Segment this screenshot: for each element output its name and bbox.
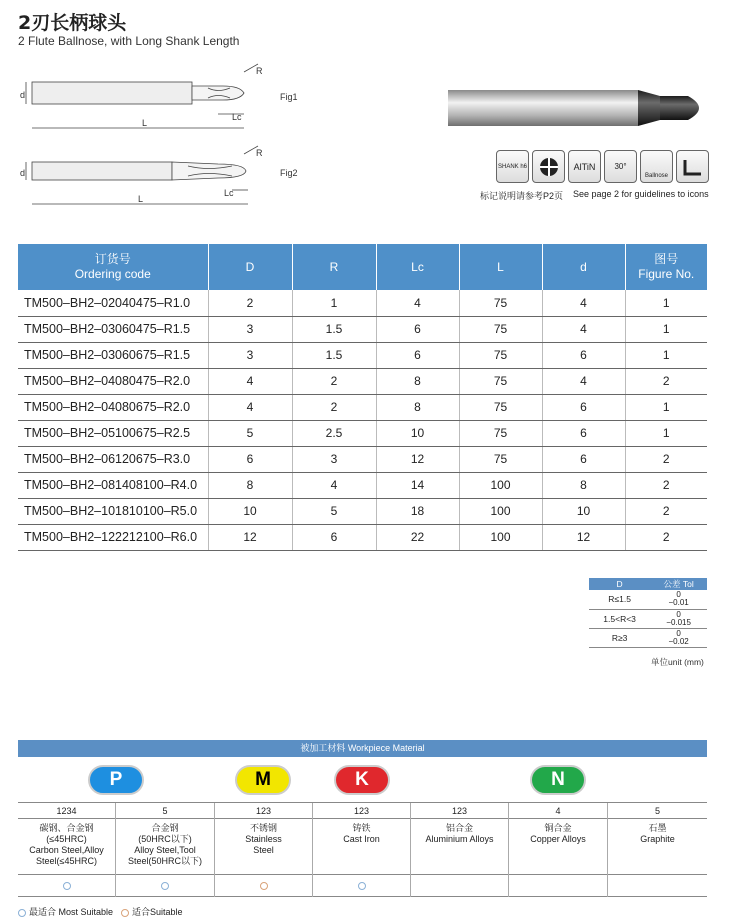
table-cell: 75 bbox=[459, 316, 542, 342]
most-suitable-dot bbox=[161, 882, 169, 890]
table-cell: 5 bbox=[292, 498, 376, 524]
table-cell: 6 bbox=[542, 446, 625, 472]
suitability-cell bbox=[116, 875, 214, 897]
feature-icons bbox=[496, 150, 709, 183]
material-count: 123 bbox=[313, 803, 410, 819]
legend-most: 最适合 Most Suitable bbox=[18, 905, 113, 918]
fig1-dim-L: L bbox=[142, 118, 148, 128]
tol-header-tol: 公差 Tol bbox=[650, 578, 707, 590]
badge-N: N bbox=[530, 765, 586, 795]
material-name: 不锈钢 Stainless Steel bbox=[215, 819, 312, 875]
ordering-code-cell: TM500–BH2–06120675–R3.0 bbox=[18, 446, 208, 472]
material-name: 铝合金 Aluminium Alloys bbox=[411, 819, 508, 875]
icon-guide-cn: 标记说明请参考P2页 bbox=[480, 191, 564, 201]
table-cell: 2 bbox=[625, 524, 707, 550]
drawing-svg bbox=[18, 58, 318, 218]
header-Lc: Lc bbox=[376, 244, 459, 290]
fig2-dim-L: L bbox=[138, 194, 144, 204]
table-cell: 2 bbox=[625, 446, 707, 472]
legend-suitable: 适合Suitable bbox=[121, 905, 183, 918]
tol-header-d: D bbox=[589, 578, 650, 590]
altin-coating-icon: AlTiN bbox=[568, 150, 601, 183]
table-cell: 3 bbox=[208, 316, 292, 342]
material-column bbox=[215, 803, 313, 897]
table-cell: 6 bbox=[208, 446, 292, 472]
table-cell: 1 bbox=[292, 290, 376, 316]
table-cell: 6 bbox=[542, 342, 625, 368]
material-count: 123 bbox=[215, 803, 312, 819]
table-cell: 6 bbox=[376, 316, 459, 342]
ordering-code-cell: TM500–BH2–04080475–R2.0 bbox=[18, 368, 208, 394]
fig1-dim-d: d bbox=[20, 90, 26, 100]
fig2-label: Fig2 bbox=[280, 168, 298, 178]
fig2-dim-d: d bbox=[20, 168, 26, 178]
header-d: d bbox=[542, 244, 625, 290]
table-row bbox=[18, 290, 707, 316]
material-column bbox=[116, 803, 215, 897]
table-row bbox=[18, 420, 707, 446]
tool-photo bbox=[448, 80, 710, 136]
material-column bbox=[608, 803, 707, 897]
table-cell: 6 bbox=[542, 420, 625, 446]
ordering-code-cell: TM500–BH2–081408100–R4.0 bbox=[18, 472, 208, 498]
ordering-code-cell: TM500–BH2–02040475–R1.0 bbox=[18, 290, 208, 316]
badge-M: M bbox=[235, 765, 291, 795]
ordering-code-cell: TM500–BH2–05100675–R2.5 bbox=[18, 420, 208, 446]
material-name: 石墨 Graphite bbox=[608, 819, 707, 875]
table-cell: 8 bbox=[376, 394, 459, 420]
shank-h6-icon: SHANK h6 bbox=[496, 150, 529, 183]
helix-angle-icon: 30° bbox=[604, 150, 637, 183]
table-cell: 2 bbox=[292, 368, 376, 394]
suitability-cell bbox=[608, 875, 707, 897]
table-cell: 14 bbox=[376, 472, 459, 498]
table-cell: 75 bbox=[459, 446, 542, 472]
table-cell: 75 bbox=[459, 420, 542, 446]
ordering-code-cell: TM500–BH2–04080675–R2.0 bbox=[18, 394, 208, 420]
table-row bbox=[18, 498, 707, 524]
table-cell: 4 bbox=[542, 316, 625, 342]
table-cell: 1 bbox=[625, 342, 707, 368]
fig1-dim-Lc: Lc bbox=[232, 112, 242, 122]
table-cell: 75 bbox=[459, 394, 542, 420]
suitability-cell bbox=[18, 875, 115, 897]
table-cell: 2 bbox=[625, 368, 707, 394]
suitability-cell bbox=[313, 875, 410, 897]
material-column bbox=[509, 803, 608, 897]
table-row bbox=[18, 394, 707, 420]
suitability-cell bbox=[215, 875, 312, 897]
ordering-code-cell: TM500–BH2–101810100–R5.0 bbox=[18, 498, 208, 524]
unit-label: 单位unit (mm) bbox=[651, 657, 704, 667]
fig2-dim-R: R bbox=[256, 148, 263, 158]
material-column bbox=[18, 803, 116, 897]
suitable-dot bbox=[260, 882, 268, 890]
table-cell: 5 bbox=[208, 420, 292, 446]
table-cell: 2 bbox=[292, 394, 376, 420]
material-grid bbox=[18, 757, 707, 897]
material-badges bbox=[18, 757, 707, 803]
material-count: 1234 bbox=[18, 803, 115, 819]
table-cell: 75 bbox=[459, 368, 542, 394]
tolerance-table bbox=[589, 578, 707, 648]
material-header: 被加工材料 Workpiece Material bbox=[18, 740, 707, 757]
tol-row: R≤1.5 0 −0.01 bbox=[589, 590, 707, 609]
table-cell: 4 bbox=[208, 394, 292, 420]
material-name: 碳钢、合金钢 (≤45HRC) Carbon Steel,Alloy Steel(≤45HRC) bbox=[18, 819, 115, 875]
table-cell: 18 bbox=[376, 498, 459, 524]
table-cell: 2 bbox=[208, 290, 292, 316]
fig2-dim-Lc: Lc bbox=[224, 188, 234, 198]
ordering-code-cell: TM500–BH2–122212100–R6.0 bbox=[18, 524, 208, 550]
table-row bbox=[18, 368, 707, 394]
most-suitable-dot bbox=[63, 882, 71, 890]
most-suitable-dot bbox=[358, 882, 366, 890]
material-count: 5 bbox=[116, 803, 214, 819]
table-cell: 12 bbox=[208, 524, 292, 550]
material-count: 5 bbox=[608, 803, 707, 819]
table-row bbox=[18, 342, 707, 368]
tol-row: R≥3 0 −0.02 bbox=[589, 628, 707, 647]
table-row bbox=[18, 524, 707, 550]
table-cell: 22 bbox=[376, 524, 459, 550]
table-row bbox=[18, 446, 707, 472]
header-ordering-code: 订货号 Ordering code bbox=[18, 244, 208, 290]
table-cell: 100 bbox=[459, 498, 542, 524]
table-cell: 6 bbox=[292, 524, 376, 550]
profile-icon bbox=[676, 150, 709, 183]
table-cell: 2 bbox=[625, 498, 707, 524]
header-figure-no: 图号 Figure No. bbox=[625, 244, 707, 290]
table-row bbox=[18, 316, 707, 342]
ballnose-icon: Ballnose bbox=[640, 150, 673, 183]
table-cell: 4 bbox=[292, 472, 376, 498]
table-row bbox=[18, 472, 707, 498]
table-cell: 2.5 bbox=[292, 420, 376, 446]
suitability-cell bbox=[509, 875, 607, 897]
ordering-table bbox=[18, 244, 707, 551]
material-name: 铸铁 Cast Iron bbox=[313, 819, 410, 875]
material-column bbox=[411, 803, 509, 897]
table-cell: 100 bbox=[459, 524, 542, 550]
fig1-label: Fig1 bbox=[280, 92, 298, 102]
table-cell: 100 bbox=[459, 472, 542, 498]
table-cell: 6 bbox=[542, 394, 625, 420]
table-cell: 1 bbox=[625, 394, 707, 420]
table-cell: 10 bbox=[376, 420, 459, 446]
table-cell: 1 bbox=[625, 420, 707, 446]
material-columns bbox=[18, 803, 707, 897]
table-cell: 8 bbox=[208, 472, 292, 498]
table-cell: 75 bbox=[459, 342, 542, 368]
table-cell: 12 bbox=[376, 446, 459, 472]
suitability-legend bbox=[18, 905, 183, 918]
table-cell: 4 bbox=[208, 368, 292, 394]
tol-row: 1.5<R<3 0 −0.015 bbox=[589, 609, 707, 628]
table-cell: 6 bbox=[376, 342, 459, 368]
table-cell: 3 bbox=[208, 342, 292, 368]
icon-guide bbox=[480, 189, 709, 202]
material-column bbox=[313, 803, 411, 897]
header-R: R bbox=[292, 244, 376, 290]
table-cell: 8 bbox=[376, 368, 459, 394]
table-cell: 4 bbox=[542, 290, 625, 316]
badge-K: K bbox=[334, 765, 390, 795]
table-cell: 75 bbox=[459, 290, 542, 316]
table-cell: 10 bbox=[542, 498, 625, 524]
badge-P: P bbox=[88, 765, 144, 795]
table-cell: 1.5 bbox=[292, 342, 376, 368]
page-title: 2刃长柄球头 bbox=[18, 12, 127, 34]
ordering-table-header bbox=[18, 244, 707, 290]
table-cell: 3 bbox=[292, 446, 376, 472]
ordering-code-cell: TM500–BH2–03060475–R1.5 bbox=[18, 316, 208, 342]
table-cell: 1.5 bbox=[292, 316, 376, 342]
fig1-dim-R: R bbox=[256, 66, 263, 76]
ordering-code-cell: TM500–BH2–03060675–R1.5 bbox=[18, 342, 208, 368]
table-cell: 8 bbox=[542, 472, 625, 498]
table-cell: 10 bbox=[208, 498, 292, 524]
material-count: 123 bbox=[411, 803, 508, 819]
icon-guide-en: See page 2 for guidelines to icons bbox=[573, 189, 709, 199]
table-cell: 4 bbox=[376, 290, 459, 316]
material-name: 铜合金 Copper Alloys bbox=[509, 819, 607, 875]
material-name: 合金钢 (50HRC以下) Alloy Steel,Tool Steel(50HRC以下) bbox=[116, 819, 214, 875]
table-cell: 4 bbox=[542, 368, 625, 394]
technical-drawings bbox=[18, 58, 318, 218]
header-L: L bbox=[459, 244, 542, 290]
table-cell: 2 bbox=[625, 472, 707, 498]
table-cell: 1 bbox=[625, 290, 707, 316]
table-cell: 12 bbox=[542, 524, 625, 550]
table-cell: 1 bbox=[625, 316, 707, 342]
header-D: D bbox=[208, 244, 292, 290]
page-subtitle: 2 Flute Ballnose, with Long Shank Length bbox=[18, 34, 240, 48]
suitability-cell bbox=[411, 875, 508, 897]
ballnose-end-icon bbox=[532, 150, 565, 183]
material-count: 4 bbox=[509, 803, 607, 819]
